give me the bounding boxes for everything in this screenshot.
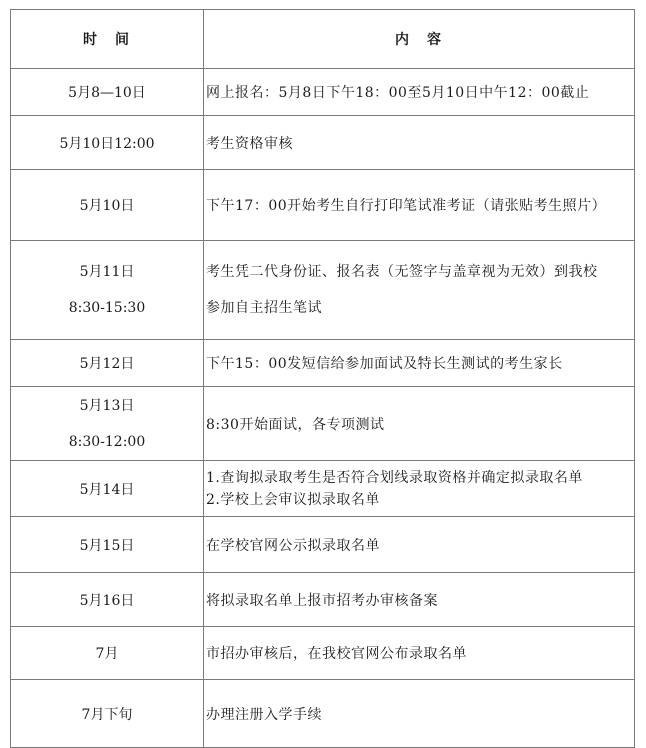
content-cell <box>204 340 635 387</box>
time-cell <box>11 627 204 680</box>
time-text: 5月16日 <box>79 592 135 609</box>
content-text: 将拟录取名单上报市招考办审核备案 <box>206 592 438 609</box>
table-row <box>11 573 635 627</box>
header-content: 内 容 <box>204 10 635 69</box>
content-cell <box>204 69 635 116</box>
content-cell <box>204 573 635 627</box>
time-cell <box>11 461 204 517</box>
time-cell <box>11 340 204 387</box>
table-row <box>11 387 635 461</box>
time-text: 5月11日 <box>79 264 135 280</box>
content-cell <box>204 241 635 340</box>
time-text: 8:30-15:30 <box>68 300 146 316</box>
content-text: 参加自主招生笔试 <box>206 300 322 316</box>
table-row <box>11 461 635 517</box>
content-cell <box>204 170 635 241</box>
time-text: 5月13日 <box>79 397 135 414</box>
schedule-table <box>10 9 635 748</box>
table-row <box>11 680 635 748</box>
table-row <box>11 627 635 680</box>
header-time: 时 间 <box>11 10 204 69</box>
time-text: 5月10日 <box>79 198 135 214</box>
content-cell <box>204 387 635 461</box>
time-text: 5月14日 <box>79 481 135 498</box>
content-text: 考生凭二代身份证、报名表（无签字与盖章视为无效）到我校 <box>206 264 598 280</box>
time-cell <box>11 69 204 116</box>
content-cell <box>204 627 635 680</box>
time-cell <box>11 170 204 241</box>
table-row <box>11 69 635 116</box>
time-text: 7月下旬 <box>81 706 133 723</box>
content-cell <box>204 680 635 748</box>
table-row <box>11 340 635 387</box>
time-text: 5月10日12:00 <box>59 135 155 152</box>
table-header-row <box>11 10 635 69</box>
table-row <box>11 116 635 170</box>
time-text: 7月 <box>95 646 119 662</box>
table-row <box>11 170 635 241</box>
content-text: 办理注册入学手续 <box>206 706 322 723</box>
content-text: 1.查询拟录取考生是否符合划线录取资格并确定拟录取名单 <box>206 469 583 486</box>
time-text: 5月15日 <box>79 537 135 554</box>
content-text: 在学校官网公示拟录取名单 <box>206 537 380 554</box>
content-text: 考生资格审核 <box>206 135 293 152</box>
content-cell <box>204 116 635 170</box>
time-cell <box>11 517 204 573</box>
time-cell <box>11 573 204 627</box>
table-row <box>11 517 635 573</box>
content-text: 8:30开始面试，各专项测试 <box>206 416 385 433</box>
time-cell <box>11 680 204 748</box>
content-text: 下午15：00发短信给参加面试及特长生测试的考生家长 <box>206 356 563 372</box>
time-text: 5月8—10日 <box>68 85 146 101</box>
time-cell <box>11 116 204 170</box>
content-cell <box>204 461 635 517</box>
time-text: 8:30-12:00 <box>68 433 146 450</box>
time-cell <box>11 241 204 340</box>
content-text: 网上报名：5月8日下午18：00至5月10日中午12：00截止 <box>206 85 590 101</box>
content-text: 下午17：00开始考生自行打印笔试准考证（请张贴考生照片） <box>206 198 607 214</box>
time-cell <box>11 387 204 461</box>
table-row <box>11 241 635 340</box>
content-text: 2.学校上会审议拟录取名单 <box>206 491 380 508</box>
content-cell <box>204 517 635 573</box>
time-text: 5月12日 <box>79 356 135 372</box>
content-text: 市招办审核后，在我校官网公布录取名单 <box>206 646 467 662</box>
